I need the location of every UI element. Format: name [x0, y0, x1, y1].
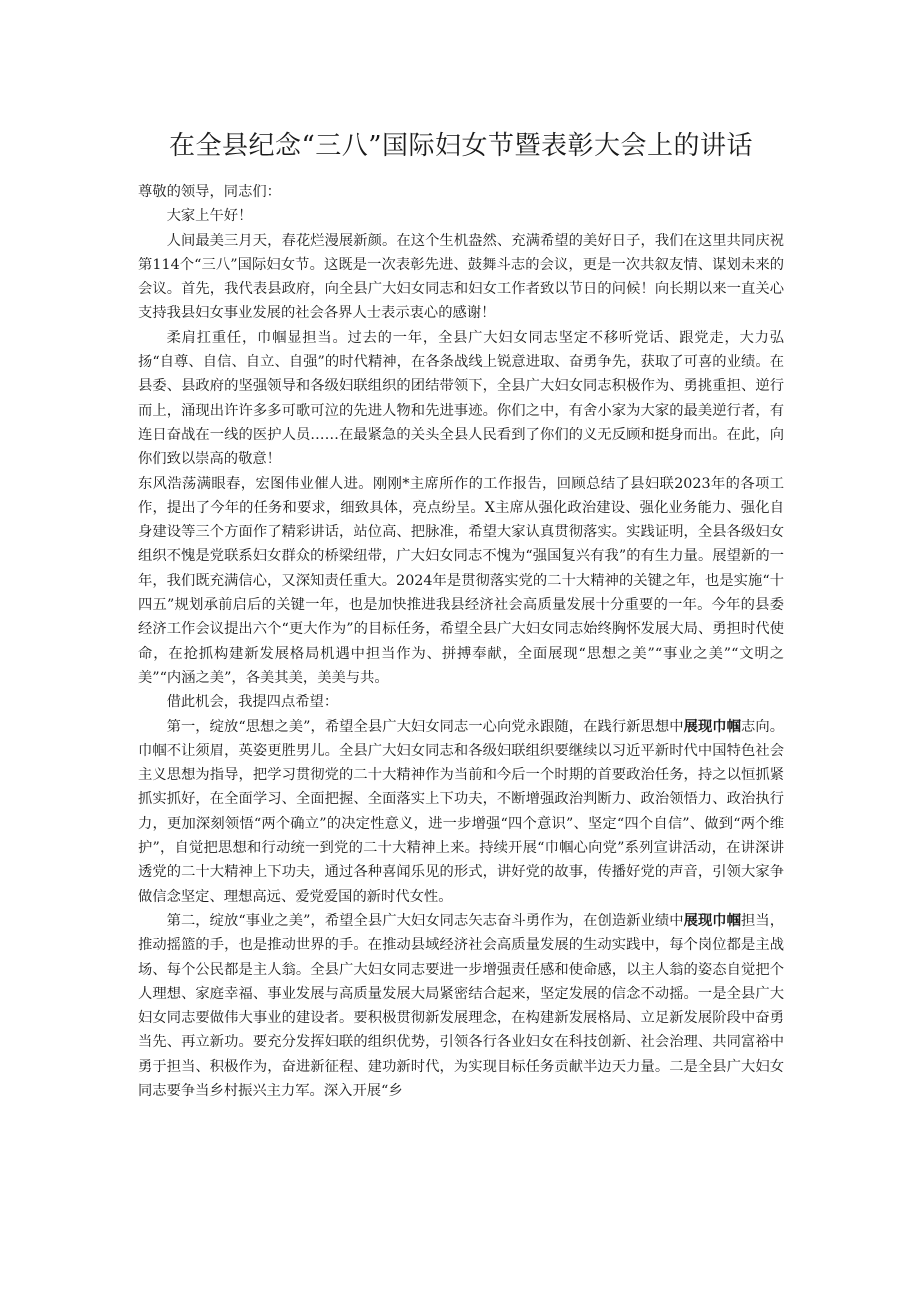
salutation: 尊敬的领导，同志们： — [138, 184, 281, 200]
paragraph-5 — [138, 715, 784, 909]
paragraph-6 — [138, 909, 784, 1103]
document-title: 在全县纪念“三八”国际妇女节暨表彰大会上的讲话 — [168, 131, 754, 161]
paragraph-6-rest: 担当，推动摇篮的手，也是推动世界的手。在推动县域经济社会高质量发展的生动实践中，每个岗位都是主战场、每个公民都是主人翁。全县广大妇女同志要进一步增强责任感和使命感，以主人翁的姿态自觉把个人理想、家庭幸福、事业发展与高质量发展大局紧密结合起来，坚定发展的信念不动摇。一是全县广大妇女同志要做伟大事业的建设者。要积极贯彻新发展理念，在构建新发展格局、立足新发展阶段中奋勇当先、再立新功。要充分发挥妇联的组织优势，引领各行各业妇女在科技创新、社会治理、共同富裕中勇于担当、积极作为，奋进新征程、建功新时代，为实现目标任务贡献半边天力量。二是全县广大妇女同志要争当乡村振兴主力军。深入开展“乡 — [138, 912, 784, 1099]
paragraph-5-lead: 第一，绽放“思想之美”，希望全县广大妇女同志一心向党永跟随，在践行新思想中 — [166, 718, 684, 735]
paragraph-2: 柔肩扛重任，巾帼显担当。过去的一年，全县广大妇女同志坚定不移听党话、跟党走，大力弘扬“自尊、自信、自立、自强”的时代精神，在各条战线上锐意进取、奋勇争先，获取了可喜的业绩。在县委、县政府的坚强领导和各级妇联组织的团结带领下，全县广大妇女同志积极作为、勇挑重担、逆行而上，涌现出许许多多可歌可泣的先进人物和先进事迹。你们之中，有舍小家为大家的最美逆行者，有连日奋战在一线的医护人员……在最紧急的关头全县人民看到了你们的义无反顾和挺身而出。在此，向你们致以崇高的敬意！ — [138, 329, 784, 468]
paragraph-6-lead: 第二，绽放“事业之美”，希望全县广大妇女同志矢志奋斗勇作为，在创造新业绩中 — [166, 912, 684, 929]
paragraph-3: 东风浩荡满眼春，宏图伟业催人进。刚刚*主席所作的工作报告，回顾总结了县妇联2023年的各项工作，提出了今年的任务和要求，细致具体，亮点纷呈。X主席从强化政治建设、强化业务能力、强化自身建设等三个方面作了精彩讲话，站位高、把脉准，希望大家认真贯彻落实。实践证明，全县各级妇女组织不愧是党联系妇女群众的桥梁纽带，广大妇女同志不愧为“强国复兴有我”的有生力量。展望新的一年，我们既充满信心，又深知责任重大。2024年是贯彻落实党的二十大精神的关键之年，也是实施“十四五”规划承前启后的关键一年，也是加快推进我县经济社会高质量发展十分重要的一年。今年的县委经济工作会议提出六个“更大作为”的目标任务，希望全县广大妇女同志始终胸怀发展大局、勇担时代使命，在抢抓构建新发展格局机遇中担当作为、拼搏奉献，全面展现“思想之美”“事业之美”“文明之美”“内涵之美”，各美其美，美美与共。 — [138, 475, 784, 686]
paragraph-4: 借此机会，我提四点希望： — [166, 694, 339, 711]
greeting: 大家上午好！ — [166, 208, 253, 225]
paragraph-1: 人间最美三月天，春花烂漫展新颜。在这个生机盎然、充满希望的美好日子，我们在这里共同庆祝第114个“三八”国际妇女节。这既是一次表彰先进、鼓舞斗志的会议，更是一次共叙友情、谋划未来的会议。首先，我代表县政府，向全县广大妇女同志和妇女工作者致以节日的问候！向长期以来一直关心支持我县妇女事业发展的社会各界人士表示衷心的感谢！ — [138, 232, 784, 322]
paragraph-6-bold: 展现巾帼 — [683, 912, 741, 929]
paragraph-5-rest: 志向。巾帼不让须眉，英姿更胜男儿。全县广大妇女同志和各级妇联组织要继续以习近平新时代中国特色社会主义思想为指导，把学习贯彻党的二十大精神作为当前和今后一个时期的首要政治任务，持之以恒抓紧抓实抓好，在全面学习、全面把握、全面落实上下功夫，不断增强政治判断力、政治领悟力、政治执行力，更加深刻领悟“两个确立”的决定性意义，进一步增强“四个意识”、坚定“四个自信”、做到“两个维护”，自觉把思想和行动统一到党的二十大精神上来。持续开展“巾帼心向党”系列宣讲活动，在讲深讲透党的二十大精神上下功夫，通过各种喜闻乐见的形式，讲好党的故事，传播好党的声音，引领大家争做信念坚定、理想高远、爱党爱国的新时代女性。 — [138, 718, 784, 905]
paragraph-5-bold: 展现巾帼 — [683, 718, 741, 735]
document-page — [138, 128, 784, 1103]
